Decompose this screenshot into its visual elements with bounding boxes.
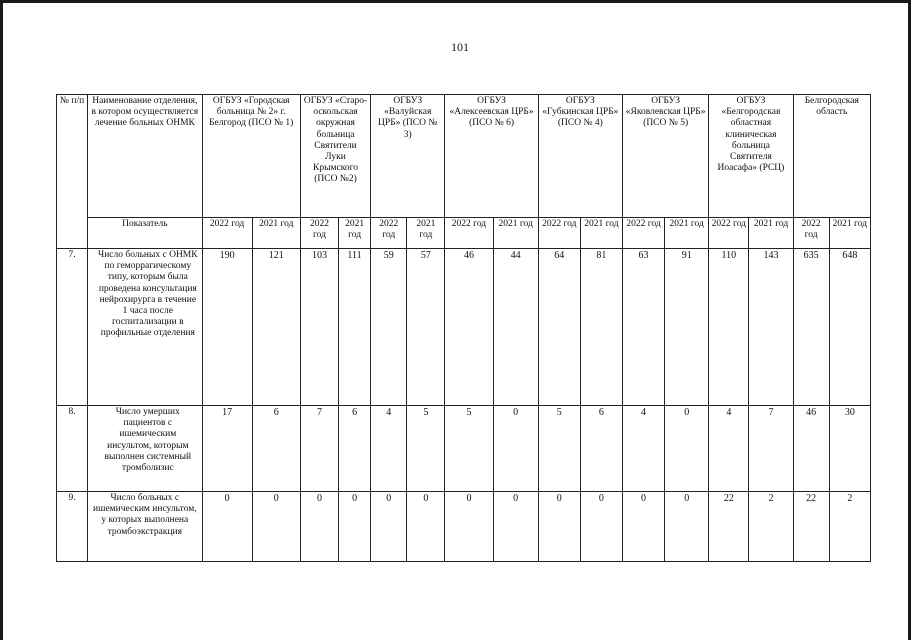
cell-value: 63 — [622, 249, 664, 406]
year-2021: 2021 год — [339, 218, 371, 249]
year-2022: 2022 год — [371, 218, 407, 249]
table-row — [57, 249, 871, 406]
table-row — [57, 492, 871, 562]
year-2021: 2021 год — [665, 218, 709, 249]
org-header-valuyki: ОГБУЗ «Валуйская ЦРБ» (ПСО № 3) — [371, 95, 445, 218]
org-header-gb2: ОГБУЗ «Городская больница № 2» г. Белгород (ПСО № 1) — [202, 95, 300, 218]
cell-value: 22 — [709, 492, 749, 562]
page-number: 101 — [451, 40, 469, 54]
cell-value: 81 — [580, 249, 622, 406]
cell-value: 111 — [339, 249, 371, 406]
cell-value: 0 — [339, 492, 371, 562]
cell-value: 91 — [665, 249, 709, 406]
cell-value: 46 — [445, 249, 493, 406]
page-border-left — [0, 0, 3, 640]
row-indicator: Число умерших пациентов с ишемическим инсультом, которым выполнен системный тромболизис — [88, 406, 202, 492]
year-2021: 2021 год — [580, 218, 622, 249]
cell-value: 17 — [202, 406, 252, 492]
year-2021: 2021 год — [749, 218, 793, 249]
cell-value: 0 — [493, 492, 538, 562]
header-row-years — [57, 218, 871, 249]
row-number: 7. — [57, 249, 88, 406]
year-2021: 2021 год — [407, 218, 445, 249]
cell-value: 6 — [252, 406, 300, 492]
year-2022: 2022 год — [202, 218, 252, 249]
org-header-bokb: ОГБУЗ «Белгородская областная клиническая больница Святителя Иоасафа» (РСЦ) — [709, 95, 793, 218]
cell-value: 4 — [371, 406, 407, 492]
cell-value: 5 — [407, 406, 445, 492]
cell-value: 0 — [665, 406, 709, 492]
year-2022: 2022 год — [538, 218, 580, 249]
org-header-region: Белгородская область — [793, 95, 870, 218]
cell-value: 7 — [300, 406, 338, 492]
cell-value: 0 — [665, 492, 709, 562]
cell-value: 64 — [538, 249, 580, 406]
cell-value: 6 — [580, 406, 622, 492]
row-number: 9. — [57, 492, 88, 562]
year-2021: 2021 год — [252, 218, 300, 249]
cell-value: 0 — [445, 492, 493, 562]
report-table — [56, 94, 871, 562]
cell-value: 5 — [538, 406, 580, 492]
year-2022: 2022 год — [445, 218, 493, 249]
org-header-yakovlevka: ОГБУЗ «Яковлевская ЦРБ» (ПСО № 5) — [622, 95, 708, 218]
row-number: 8. — [57, 406, 88, 492]
cell-value: 0 — [371, 492, 407, 562]
cell-value: 0 — [622, 492, 664, 562]
year-2022: 2022 год — [300, 218, 338, 249]
cell-value: 0 — [538, 492, 580, 562]
cell-value: 5 — [445, 406, 493, 492]
cell-value: 0 — [580, 492, 622, 562]
col-no-header: № п/п — [57, 95, 88, 249]
page-border-top — [0, 0, 911, 3]
cell-value: 121 — [252, 249, 300, 406]
cell-value: 0 — [252, 492, 300, 562]
year-2022: 2022 год — [622, 218, 664, 249]
cell-value: 110 — [709, 249, 749, 406]
org-header-staroskol: ОГБУЗ «Старо-оскольская окружная больница Святители Луки Крымского (ПСО №2) — [300, 95, 370, 218]
indicator-header: Показатель — [88, 218, 202, 249]
row-indicator: Число больных с ОНМК по геморрагическому типу, которым была проведена консультация нейрохирурга в течение 1 часа после госпитализации в профильные отделения — [88, 249, 202, 406]
cell-value: 44 — [493, 249, 538, 406]
cell-value: 635 — [793, 249, 829, 406]
org-header-gubkin: ОГБУЗ «Губкинская ЦРБ» (ПСО № 4) — [538, 95, 622, 218]
table-row — [57, 406, 871, 492]
cell-value: 22 — [793, 492, 829, 562]
cell-value: 648 — [829, 249, 870, 406]
cell-value: 0 — [493, 406, 538, 492]
cell-value: 4 — [622, 406, 664, 492]
header-row-orgs — [57, 95, 871, 218]
cell-value: 4 — [709, 406, 749, 492]
year-2022: 2022 год — [793, 218, 829, 249]
cell-value: 59 — [371, 249, 407, 406]
cell-value: 0 — [407, 492, 445, 562]
org-header-alekseevka: ОГБУЗ «Алексеевская ЦРБ» (ПСО № 6) — [445, 95, 538, 218]
cell-value: 143 — [749, 249, 793, 406]
cell-value: 46 — [793, 406, 829, 492]
col-name-header: Наименование отделения, в котором осуществляется лечение больных ОНМК — [88, 95, 202, 218]
cell-value: 103 — [300, 249, 338, 406]
cell-value: 2 — [749, 492, 793, 562]
year-2021: 2021 год — [829, 218, 870, 249]
cell-value: 6 — [339, 406, 371, 492]
cell-value: 57 — [407, 249, 445, 406]
year-2021: 2021 год — [493, 218, 538, 249]
row-indicator: Число больных с ишемическим инсультом, у которых выполнена тромбоэкстракция — [88, 492, 202, 562]
cell-value: 30 — [829, 406, 870, 492]
cell-value: 7 — [749, 406, 793, 492]
cell-value: 190 — [202, 249, 252, 406]
cell-value: 2 — [829, 492, 870, 562]
cell-value: 0 — [300, 492, 338, 562]
year-2022: 2022 год — [709, 218, 749, 249]
cell-value: 0 — [202, 492, 252, 562]
